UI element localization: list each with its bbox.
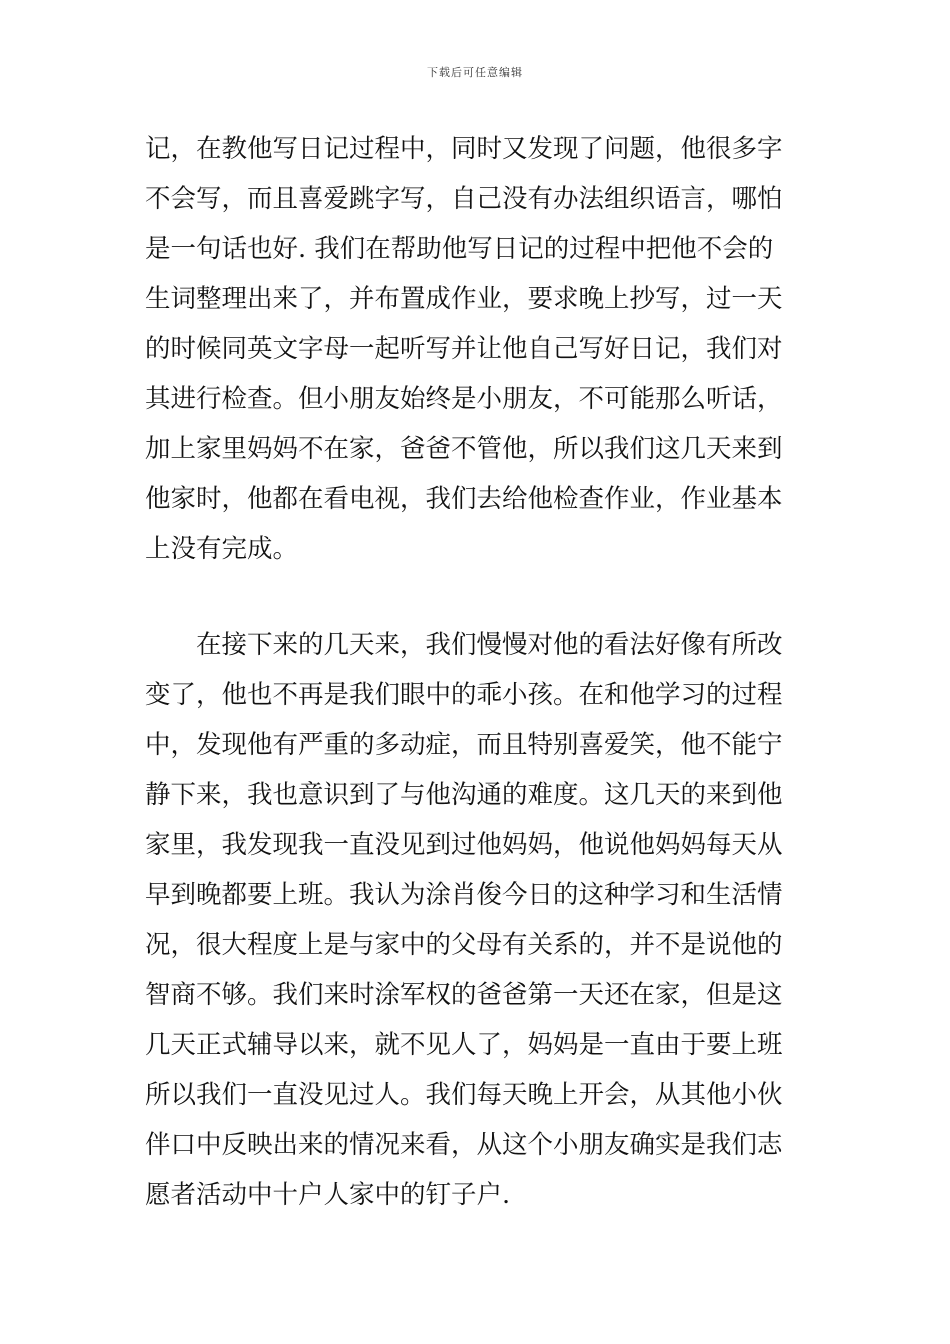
- text-line: 伴口中反映出来的情况来看，从这个小朋友确实是我们志: [145, 1130, 783, 1160]
- text-line: 静下来，我也意识到了与他沟通的难度。这几天的来到他: [145, 780, 783, 810]
- text-line: 他家时，他都在看电视，我们去给他检查作业，作业基本: [145, 484, 783, 514]
- text-line: 是一句话也好. 我们在帮助他写日记的过程中把他不会的: [145, 234, 774, 264]
- text-line: 所以我们一直没见过人。我们每天晚上开会，从其他小伙: [145, 1080, 783, 1110]
- text-line: 几天正式辅导以来，就不见人了，妈妈是一直由于要上班: [145, 1030, 783, 1060]
- text-line: 上没有完成。: [145, 534, 299, 564]
- text-line: 中，发现他有严重的多动症，而且特别喜爱笑，他不能宁: [145, 730, 783, 760]
- paragraph-1: [145, 124, 810, 574]
- text-line: 生词整理出来了，并布置成作业，要求晚上抄写，过一天: [145, 284, 783, 314]
- text-line: 况，很大程度上是与家中的父母有关系的，并不是说他的: [145, 930, 783, 960]
- text-line: 家里，我发现我一直没见到过他妈妈，他说他妈妈每天从: [145, 830, 783, 860]
- text-line: 智商不够。我们来时涂军权的爸爸第一天还在家，但是这: [145, 980, 783, 1010]
- text-line: 愿者活动中十户人家中的钉子户.: [145, 1180, 511, 1210]
- text-line: 其进行检查。但小朋友始终是小朋友，不可能那么听话，: [145, 384, 783, 414]
- page-header: 下载后可任意编辑: [427, 66, 523, 79]
- text-line: 变了，他也不再是我们眼中的乖小孩。在和他学习的过程: [145, 680, 783, 710]
- text-line: 记，在教他写日记过程中，同时又发现了问题，他很多字: [145, 134, 783, 164]
- text-line: 不会写，而且喜爱跳字写，自己没有办法组织语言，哪怕: [145, 184, 783, 214]
- paragraph-2: [145, 620, 810, 1220]
- text-line: 早到晚都要上班。我认为涂肖俊今日的这种学习和生活情: [145, 880, 783, 910]
- text-line: 在接下来的几天来，我们慢慢对他的看法好像有所改: [196, 630, 783, 660]
- text-line: 加上家里妈妈不在家，爸爸不管他，所以我们这几天来到: [145, 434, 783, 464]
- text-line: 的时候同英文字母一起听写并让他自己写好日记，我们对: [145, 334, 783, 364]
